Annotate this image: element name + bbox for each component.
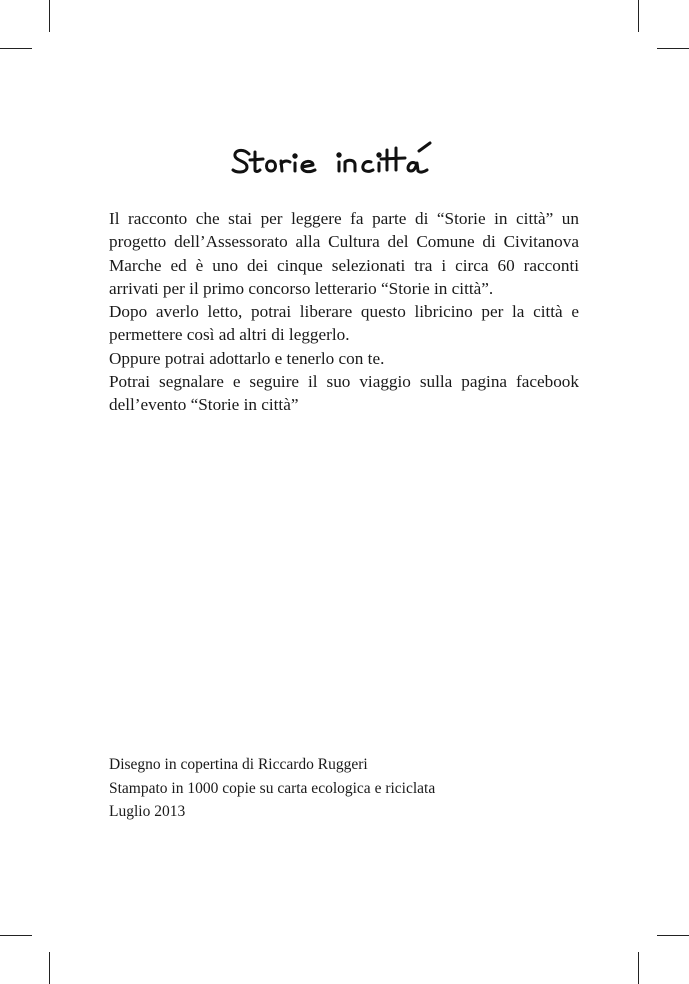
cover-credit: Disegno in copertina di Riccardo Ruggeri bbox=[109, 756, 368, 773]
crop-mark-bottom-left-vertical bbox=[49, 952, 50, 984]
intro-paragraph: Potrai segnalare e seguire il suo viaggio sulla pagina facebook dell’evento “Storie in città” bbox=[109, 372, 579, 415]
crop-mark-bottom-right-horizontal bbox=[657, 935, 689, 936]
crop-mark-bottom-right-vertical bbox=[638, 952, 639, 984]
crop-mark-top-right-vertical bbox=[638, 0, 639, 32]
print-info: Stampato in 1000 copie su carta ecologica e riciclata bbox=[109, 779, 436, 797]
intro-text-block bbox=[109, 207, 579, 417]
publication-date: Luglio 2013 bbox=[109, 803, 186, 820]
crop-mark-top-left-horizontal bbox=[0, 48, 32, 49]
crop-mark-bottom-left-horizontal bbox=[0, 935, 32, 936]
handwritten-logo-drawing bbox=[225, 130, 465, 186]
colophon bbox=[109, 753, 579, 824]
intro-paragraph: Dopo averlo letto, potrai liberare questo libricino per la città e permettere così ad altri di leggerlo. bbox=[109, 302, 579, 345]
storie-in-citta-logo bbox=[225, 130, 465, 186]
crop-mark-top-right-horizontal bbox=[657, 48, 689, 49]
intro-paragraph: Il racconto che stai per leggere fa parte di “Storie in città” un progetto dell’Assessorato alla Cultura del Comune di Civitanova Marche ed è uno dei cinque selezionati tra i circa 60 racconti arrivati per il primo concorso letterario “Storie in città”. bbox=[109, 209, 579, 298]
intro-paragraph: Oppure potrai adottarlo e tenerlo con te. bbox=[109, 348, 385, 368]
crop-mark-top-left-vertical bbox=[49, 0, 50, 32]
